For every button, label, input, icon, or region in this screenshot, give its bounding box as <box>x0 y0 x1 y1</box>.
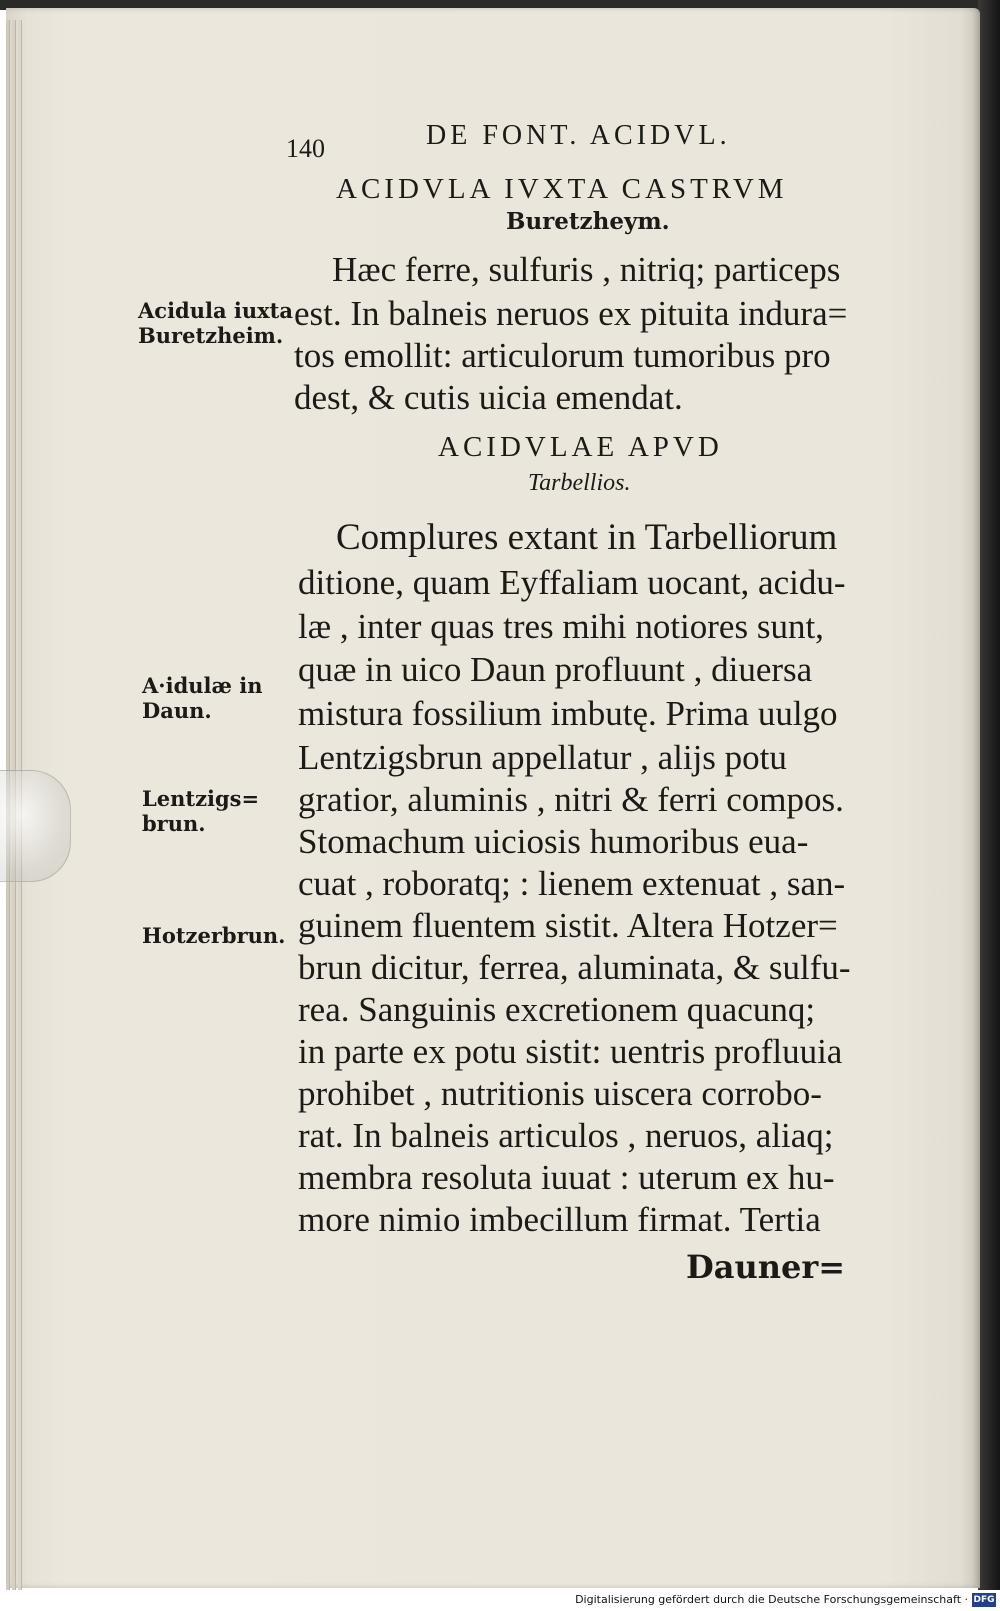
text-line: membra resoluta iuuat : uterum ex hu- <box>298 1158 835 1197</box>
page-number: 140 <box>286 134 325 163</box>
margin-note-line: Acidula iuxta <box>138 298 293 323</box>
section-subheading: Tarbellios. <box>528 470 631 496</box>
text-line: cuat , roboratq; : lienem extenuat , san- <box>298 864 846 903</box>
dfg-logo-icon: DFG <box>973 1595 995 1605</box>
footer-credit: Digitalisierung gefördert durch die Deutsche Forschungsgemeinschaft · <box>575 1593 968 1606</box>
running-head: DE FONT. ACIDVL. <box>426 120 731 151</box>
section-heading: ACIDVLA IVXTA CASTRVM <box>336 173 788 205</box>
text-line: rat. In balneis articulos , neruos, aliaq; <box>298 1116 834 1155</box>
text-line: est. In balneis neruos ex pituita indura= <box>294 294 848 333</box>
footer-bar <box>0 1590 1000 1611</box>
text-line: Hæc ferre, sulfuris , nitriq; particeps <box>332 250 841 289</box>
text-line: ditione, quam Eyffaliam uocant, acidu- <box>298 563 846 602</box>
margin-note-line: brun. <box>142 811 206 836</box>
text-line: mistura fossilium imbutę. Prima uulgo <box>298 694 838 733</box>
margin-note <box>142 673 263 723</box>
text-line: guinem fluentem sistit. Altera Hotzer= <box>298 906 838 945</box>
margin-note <box>138 298 293 348</box>
margin-note-line: A·idulæ in <box>142 673 263 698</box>
text-line: Complures extant in Tarbelliorum <box>336 517 838 558</box>
margin-note <box>142 786 259 836</box>
section-subheading: Buretzheym. <box>506 208 670 235</box>
text-line: tos emollit: articulorum tumoribus pro <box>294 336 831 375</box>
text-line: brun dicitur, ferrea, aluminata, & sulfu- <box>298 948 851 987</box>
margin-note-line: Buretzheim. <box>138 323 284 348</box>
section-heading: ACIDVLAE APVD <box>438 431 723 463</box>
text-line: prohibet , nutritionis uiscera corrobo- <box>298 1074 822 1113</box>
text-line: rea. Sanguinis excretionem quacunq; <box>298 990 816 1029</box>
text-line: dest, & cutis uicia emendat. <box>294 378 683 417</box>
text-line: more nimio imbecillum firmat. Tertia <box>298 1200 821 1239</box>
text-line: gratior, aluminis , nitri & ferri compos. <box>298 780 844 819</box>
margin-note-line: Daun. <box>142 698 212 723</box>
scanner-clip <box>0 770 71 882</box>
text-line: in parte ex potu sistit: uentris profluuia <box>298 1032 843 1071</box>
text-line: Lentzigsbrun appellatur , alijs potu <box>298 738 787 777</box>
book-page <box>6 8 980 1588</box>
margin-note-line: Lentzigs= <box>142 786 260 811</box>
catchword: Dauner= <box>686 1248 846 1286</box>
margin-note <box>142 923 286 948</box>
text-line: quæ in uico Daun profluunt , diuersa <box>298 650 813 689</box>
text-line: Stomachum uiciosis humoribus eua- <box>298 822 809 861</box>
text-line: læ , inter quas tres mihi notiores sunt, <box>298 607 824 646</box>
margin-note-line: Hotzerbrun. <box>142 923 286 948</box>
scanner-background-right <box>978 0 1000 1590</box>
